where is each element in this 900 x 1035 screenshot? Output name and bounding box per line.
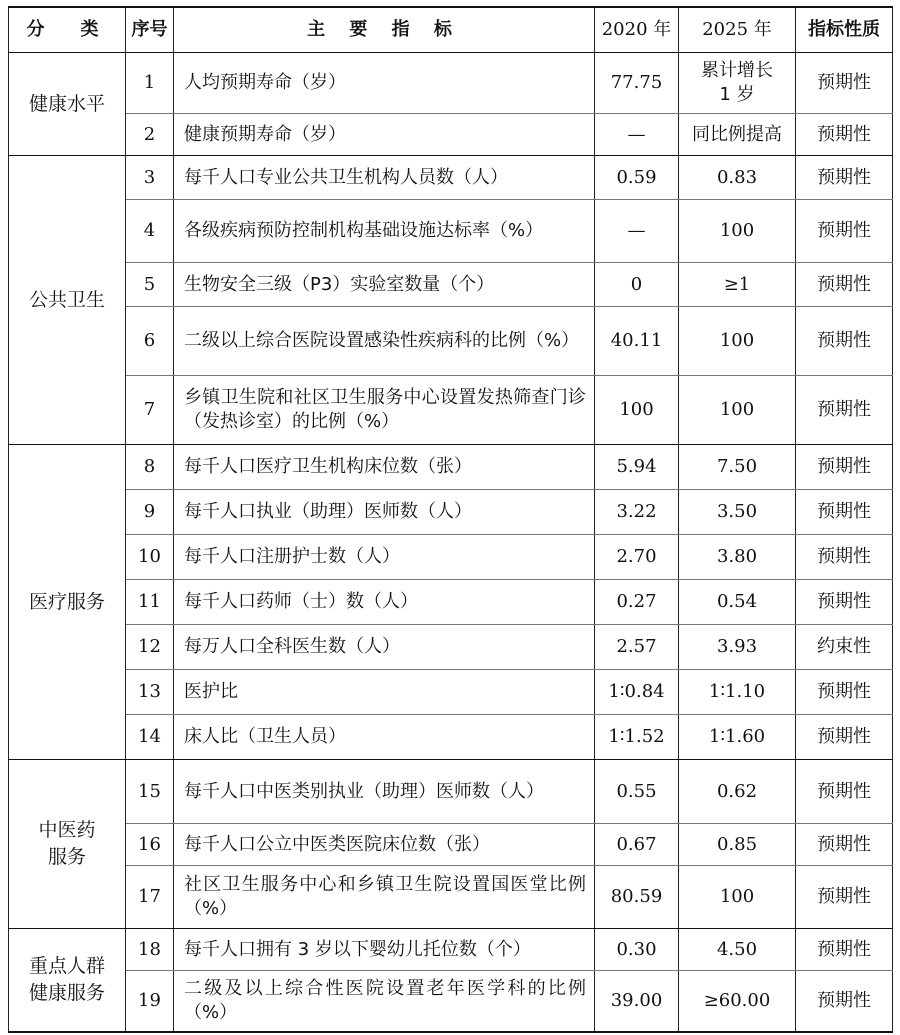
row-2025: ≥1 [679, 263, 796, 307]
row-2020: 2.57 [595, 625, 679, 670]
row-nature: 预期性 [796, 670, 893, 715]
row-2025: 100 [679, 307, 796, 376]
row-nature: 预期性 [796, 715, 893, 760]
row-seq: 14 [126, 715, 174, 760]
indicator-table [8, 6, 893, 1033]
row-2020: 80.59 [595, 866, 679, 929]
row-2025: 3.50 [679, 490, 796, 535]
row-seq: 5 [126, 263, 174, 307]
row-2020: 2.70 [595, 535, 679, 580]
row-indicator: 乡镇卫生院和社区卫生服务中心设置发热筛查门诊（发热诊室）的比例（%） [174, 376, 595, 445]
row-2025: 4.50 [679, 929, 796, 971]
row-2020: 1∶0.84 [595, 670, 679, 715]
table-row [9, 625, 893, 670]
row-2020: 0.67 [595, 824, 679, 866]
table-row [9, 53, 893, 114]
table-row [9, 580, 893, 625]
table-row [9, 715, 893, 760]
table-row [9, 866, 893, 929]
row-indicator: 生物安全三级（P3）实验室数量（个） [174, 263, 595, 307]
row-seq: 3 [126, 156, 174, 200]
row-nature: 预期性 [796, 929, 893, 971]
row-seq: 17 [126, 866, 174, 929]
row-nature: 预期性 [796, 580, 893, 625]
header-2020: 2020 年 [595, 7, 679, 53]
table-row [9, 670, 893, 715]
header-seq: 序号 [126, 7, 174, 53]
row-2025: 同比例提高 [679, 114, 796, 156]
category-medical-service: 医疗服务 [9, 445, 126, 760]
row-indicator: 社区卫生服务中心和乡镇卫生院设置国医堂比例（%） [174, 866, 595, 929]
row-2025: 3.93 [679, 625, 796, 670]
table-row [9, 263, 893, 307]
table-row [9, 156, 893, 200]
row-indicator: 每千人口药师（士）数（人） [174, 580, 595, 625]
row-2020: 0 [595, 263, 679, 307]
row-2020: 0.59 [595, 156, 679, 200]
table-row [9, 490, 893, 535]
row-indicator: 每万人口全科医生数（人） [174, 625, 595, 670]
header-2025: 2025 年 [679, 7, 796, 53]
row-seq: 18 [126, 929, 174, 971]
table-row [9, 376, 893, 445]
table-row [9, 824, 893, 866]
row-nature: 预期性 [796, 307, 893, 376]
row-indicator: 二级及以上综合性医院设置老年医学科的比例（%） [174, 971, 595, 1032]
row-indicator: 人均预期寿命（岁） [174, 53, 595, 114]
row-2020: 3.22 [595, 490, 679, 535]
row-seq: 19 [126, 971, 174, 1032]
row-nature: 预期性 [796, 376, 893, 445]
row-2020: 77.75 [595, 53, 679, 114]
row-2025: 1∶1.10 [679, 670, 796, 715]
row-2025: 3.80 [679, 535, 796, 580]
header-indicator: 主 要 指 标 [174, 7, 595, 53]
row-indicator: 每千人口执业（助理）医师数（人） [174, 490, 595, 535]
row-2020: 0.30 [595, 929, 679, 971]
row-nature: 预期性 [796, 200, 893, 263]
table-row [9, 200, 893, 263]
row-2025: 7.50 [679, 445, 796, 490]
row-indicator: 各级疾病预防控制机构基础设施达标率（%） [174, 200, 595, 263]
row-nature: 预期性 [796, 824, 893, 866]
row-indicator: 每千人口专业公共卫生机构人员数（人） [174, 156, 595, 200]
table-row [9, 929, 893, 971]
row-nature: 预期性 [796, 263, 893, 307]
row-seq: 15 [126, 760, 174, 824]
row-2020: — [595, 200, 679, 263]
row-nature: 预期性 [796, 53, 893, 114]
row-2020: 40.11 [595, 307, 679, 376]
row-nature: 预期性 [796, 156, 893, 200]
table-row [9, 535, 893, 580]
row-indicator: 二级以上综合医院设置感染性疾病科的比例（%） [174, 307, 595, 376]
row-indicator: 床人比（卫生人员） [174, 715, 595, 760]
row-nature: 约束性 [796, 625, 893, 670]
row-seq: 4 [126, 200, 174, 263]
row-2020: 1∶1.52 [595, 715, 679, 760]
row-2025: 100 [679, 866, 796, 929]
row-2020: 5.94 [595, 445, 679, 490]
row-2020: 39.00 [595, 971, 679, 1032]
row-seq: 7 [126, 376, 174, 445]
table-row [9, 445, 893, 490]
row-seq: 10 [126, 535, 174, 580]
table-row [9, 114, 893, 156]
category-tcm-service: 中医药 服务 [9, 760, 126, 929]
row-indicator: 医护比 [174, 670, 595, 715]
row-seq: 12 [126, 625, 174, 670]
row-2025: 1∶1.60 [679, 715, 796, 760]
row-seq: 11 [126, 580, 174, 625]
row-2020: 0.27 [595, 580, 679, 625]
row-2025: 0.54 [679, 580, 796, 625]
row-indicator: 每千人口公立中医类医院床位数（张） [174, 824, 595, 866]
table-row [9, 307, 893, 376]
row-2020: 100 [595, 376, 679, 445]
row-nature: 预期性 [796, 535, 893, 580]
header-row [9, 7, 893, 53]
row-2025: ≥60.00 [679, 971, 796, 1032]
row-2025: 0.62 [679, 760, 796, 824]
row-seq: 13 [126, 670, 174, 715]
category-health-level: 健康水平 [9, 53, 126, 156]
row-nature: 预期性 [796, 760, 893, 824]
row-2025: 100 [679, 376, 796, 445]
row-nature: 预期性 [796, 490, 893, 535]
row-indicator: 每千人口注册护士数（人） [174, 535, 595, 580]
row-seq: 1 [126, 53, 174, 114]
row-2025: 100 [679, 200, 796, 263]
category-public-health: 公共卫生 [9, 156, 126, 445]
row-seq: 16 [126, 824, 174, 866]
table-row [9, 971, 893, 1032]
row-nature: 预期性 [796, 114, 893, 156]
row-indicator: 每千人口拥有 3 岁以下婴幼儿托位数（个） [174, 929, 595, 971]
row-2025: 累计增长 1 岁 [679, 53, 796, 114]
row-2020: 0.55 [595, 760, 679, 824]
row-seq: 6 [126, 307, 174, 376]
header-category: 分 类 [9, 7, 126, 53]
row-seq: 2 [126, 114, 174, 156]
category-key-groups: 重点人群 健康服务 [9, 929, 126, 1032]
row-2020: — [595, 114, 679, 156]
row-indicator: 每千人口医疗卫生机构床位数（张） [174, 445, 595, 490]
row-indicator: 每千人口中医类别执业（助理）医师数（人） [174, 760, 595, 824]
header-nature: 指标性质 [796, 7, 893, 53]
row-seq: 9 [126, 490, 174, 535]
row-indicator: 健康预期寿命（岁） [174, 114, 595, 156]
row-nature: 预期性 [796, 866, 893, 929]
row-nature: 预期性 [796, 971, 893, 1032]
row-nature: 预期性 [796, 445, 893, 490]
row-seq: 8 [126, 445, 174, 490]
table-row [9, 760, 893, 824]
row-2025: 0.85 [679, 824, 796, 866]
row-2025: 0.83 [679, 156, 796, 200]
